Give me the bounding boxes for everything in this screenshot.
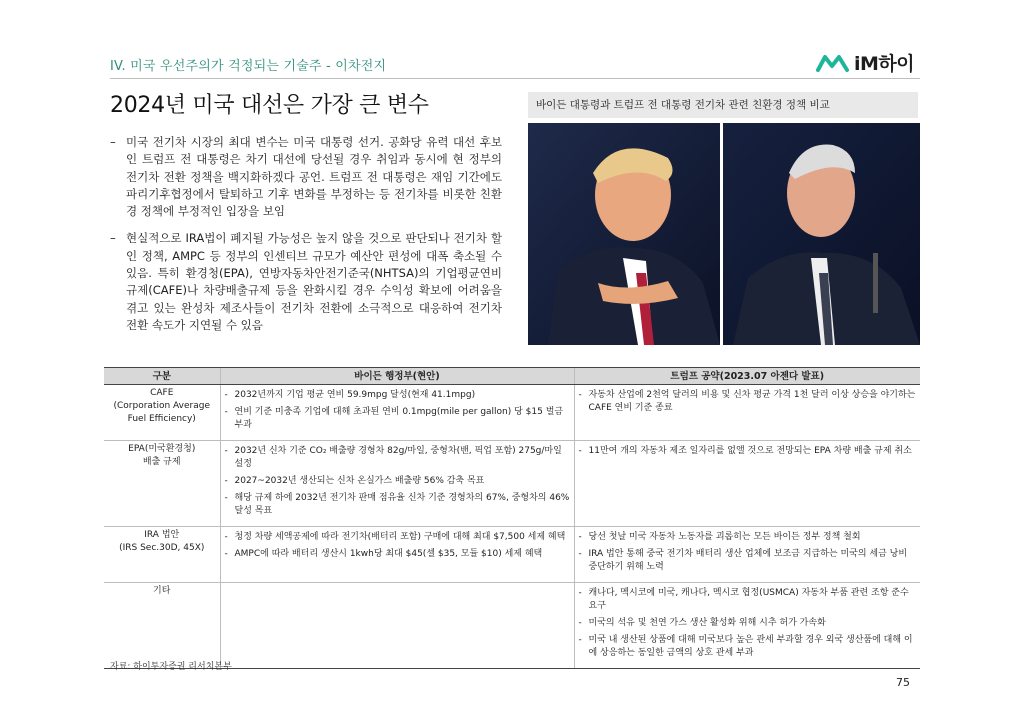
category-line: (Corporation Average — [113, 401, 210, 411]
bullet-item — [110, 134, 502, 220]
photo-biden — [723, 123, 920, 345]
row-category — [104, 441, 220, 527]
item-text: 연비 기준 미충족 기업에 대해 초과된 연비 0.1mpg(mile per gallon) 당 $15 벌금 부과 — [234, 407, 564, 430]
biden-cell — [220, 527, 574, 583]
table-row — [104, 583, 920, 669]
list-item: - 청정 차량 세액공제에 따라 전기차(배터리 포함) 구매에 대해 최대 $7,500 세제 혜택 — [224, 532, 566, 542]
category-line: IRA 법안 — [144, 530, 180, 540]
item-text: 2032년 신차 기준 CO₂ 배출량 경형차 82g/마일, 중형차(밴, 픽업 포함) 275g/마일 설정 — [234, 446, 562, 469]
biden-cell — [220, 385, 574, 441]
item-text: 자동차 산업에 2천억 달러의 비용 및 신차 평균 가격 1천 달러 이상 상승을 야기하는 CAFE 연비 기준 종료 — [588, 390, 916, 413]
category-line: EPA(미국환경청) — [128, 444, 196, 454]
list-item: - 해당 규제 하에 2032년 전기차 판매 점유율 신차 기준 경형차의 67%, 중형차의 46% 달성 목표 — [224, 493, 570, 516]
source-note: 자료: 하이투자증권 리서치본부 — [110, 662, 232, 672]
list-item: - 2027~2032년 생산되는 신차 온실가스 배출량 56% 감축 목표 — [224, 476, 485, 486]
header-divider — [110, 78, 920, 79]
bullet-item — [110, 230, 502, 334]
trump-cell — [574, 441, 920, 527]
page-number: 75 — [896, 676, 910, 689]
list-item: - 2032년까지 기업 평균 연비 59.9mpg 달성(현재 41.1mpg) — [224, 390, 476, 400]
header-trump: 트럼프 공약(2023.07 아젠다 발표) — [574, 368, 920, 385]
biden-cell — [220, 441, 574, 527]
table-header-row — [104, 368, 920, 385]
table-row — [104, 441, 920, 527]
row-category — [104, 527, 220, 583]
table-row — [104, 527, 920, 583]
item-text: 미국의 석유 및 천연 가스 생산 활성화 위해 시추 허가 가속화 — [588, 618, 826, 628]
category-line: (IRS Sec.30D, 45X) — [119, 543, 205, 553]
list-item: - 당선 첫날 미국 자동차 노동자를 괴롭히는 모든 바이든 정부 정책 철회 — [578, 532, 861, 542]
bullet-list — [110, 134, 502, 344]
item-text: 2032년까지 기업 평균 연비 59.9mpg 달성(현재 41.1mpg) — [234, 390, 476, 400]
item-text: 당선 첫날 미국 자동차 노동자를 괴롭히는 모든 바이든 정부 정책 철회 — [588, 532, 861, 542]
item-text: AMPC에 따라 배터리 생산시 1kwh당 최대 $45(셀 $35, 모듈 $10) 세제 혜택 — [234, 549, 543, 559]
trump-cell — [574, 527, 920, 583]
category-line: 기타 — [153, 586, 171, 596]
category-line: Fuel Efficiency) — [127, 414, 196, 424]
list-item: - 연비 기준 미충족 기업에 대해 초과된 연비 0.1mpg(mile per gallon) 당 $15 벌금 부과 — [224, 407, 564, 430]
list-item: - 자동차 산업에 2천억 달러의 비용 및 신차 평균 가격 1천 달러 이상 상승을 야기하는 CAFE 연비 기준 종료 — [578, 390, 916, 413]
logo-mark-icon — [816, 52, 850, 72]
category-line: CAFE — [150, 388, 174, 398]
item-text: 청정 차량 세액공제에 따라 전기차(배터리 포함) 구매에 대해 최대 $7,500 세제 혜택 — [234, 532, 566, 542]
item-text: 미국 내 생산된 상품에 대해 미국보다 높은 관세 부과할 경우 외국 생산품에 대해 이에 상응하는 동일한 금액의 상호 관세 부과 — [588, 635, 913, 658]
row-category — [104, 583, 220, 669]
dash-marker: – — [110, 231, 116, 246]
header-category: 구분 — [104, 368, 220, 385]
biden-cell — [220, 583, 574, 669]
list-item: - 미국 내 생산된 상품에 대해 미국보다 높은 관세 부과할 경우 외국 생산품에 대해 이에 상응하는 동일한 금액의 상호 관세 부과 — [578, 635, 913, 658]
logo-text: iM하이 — [854, 52, 915, 75]
company-logo — [816, 50, 914, 74]
table-row — [104, 385, 920, 441]
trump-cell — [574, 385, 920, 441]
item-text: IRA 법안 통해 중국 전기차 배터리 생산 업체에 보조금 지급하는 미국의 세금 낭비 중단하기 위해 노력 — [588, 549, 908, 572]
list-item: - 미국의 석유 및 천연 가스 생산 활성화 위해 시추 허가 가속화 — [578, 618, 826, 628]
item-text: 해당 규제 하에 2032년 전기차 판매 점유율 신차 기준 경형차의 67%, 중형차의 46% 달성 목표 — [234, 493, 570, 516]
bullet-text: 미국 전기차 시장의 최대 변수는 미국 대통령 선거. 공화당 유력 대선 후보인 트럼프 전 대통령은 차기 대선에 당선될 경우 취임과 동시에 현 정부의 전기차 전환 정책을 백지화하겠다 공언. 트럼프 전 대통령은 재임 기간에도 파리기후협정에서 탈퇴하고 기후 변화를 부정하는 등 전기차를 비롯한 친환경 정책에 부정적인 입장을 보임 — [126, 135, 502, 219]
photo-trump — [528, 123, 720, 345]
bullet-text: 현실적으로 IRA법이 폐지될 가능성은 높지 않을 것으로 판단되나 전기차 할인 정책, AMPC 등 정부의 인센티브 규모가 예산안 편성에 대폭 축소될 수 있음. 특히 환경청(EPA), 연방자동차안전기준국(NHTSA)의 기업평균연비규제(CAFE)나 차량배출규제 등을 완화시킬 경우 수익성 확보에 어려움을 겪고 있는 완성차 제조사들이 전기차 전환에 소극적으로 대응하여 전기차 전환 속도가 지연될 수 있음 — [126, 231, 502, 332]
list-item: - IRA 법안 통해 중국 전기차 배터리 생산 업체에 보조금 지급하는 미국의 세금 낭비 중단하기 위해 노력 — [578, 549, 908, 572]
header-biden: 바이든 행정부(현안) — [220, 368, 574, 385]
dash-marker: – — [110, 135, 116, 149]
policy-comparison-table — [104, 367, 920, 669]
row-category — [104, 385, 220, 441]
list-item: - 캐나다, 멕시코에 미국, 캐나다, 멕시코 협정(USMCA) 자동차 부품 관련 조항 준수 요구 — [578, 588, 909, 611]
section-title: IV. 미국 우선주의가 걱정되는 기술주 - 이차전지 — [110, 59, 387, 74]
category-line: 배출 규제 — [142, 457, 181, 467]
list-item: - 2032년 신차 기준 CO₂ 배출량 경형차 82g/마일, 중형차(밴, 픽업 포함) 275g/마일 설정 — [224, 446, 562, 469]
list-item: - 11만여 개의 자동차 제조 일자리를 없앨 것으로 전망되는 EPA 차량 배출 규제 취소 — [578, 446, 912, 456]
list-item: - AMPC에 따라 배터리 생산시 1kwh당 최대 $45(셀 $35, 모듈 $10) 세제 혜택 — [224, 549, 543, 559]
item-text: 캐나다, 멕시코에 미국, 캐나다, 멕시코 협정(USMCA) 자동차 부품 관련 조항 준수 요구 — [588, 588, 909, 611]
item-text: 11만여 개의 자동차 제조 일자리를 없앨 것으로 전망되는 EPA 차량 배출 규제 취소 — [588, 446, 912, 456]
page-title: 2024년 미국 대선은 가장 큰 변수 — [110, 93, 429, 118]
item-text: 2027~2032년 생산되는 신차 온실가스 배출량 56% 감축 목표 — [234, 476, 485, 486]
trump-cell — [574, 583, 920, 669]
image-caption: 바이든 대통령과 트럼프 전 대통령 전기차 관련 친환경 정책 비교 — [528, 92, 918, 118]
